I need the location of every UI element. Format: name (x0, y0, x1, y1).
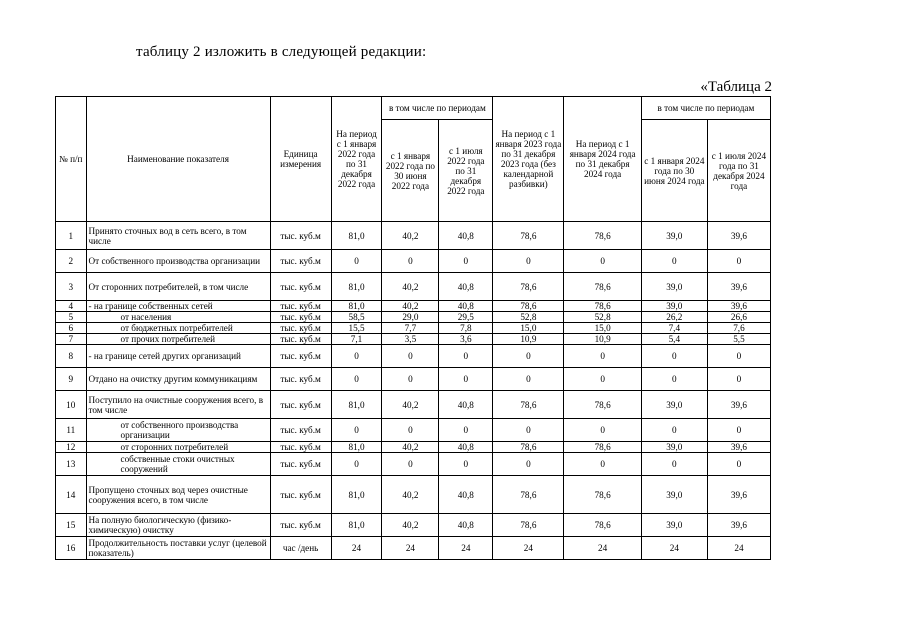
value-h1-2024: 0 (641, 453, 707, 476)
row-unit: тыс. куб.м (270, 453, 331, 476)
header-h1-2022: с 1 января 2022 года по 30 июня 2022 года (382, 120, 439, 222)
row-name: от прочих потребителей (86, 334, 270, 345)
value-h1-2022: 40,2 (382, 222, 439, 250)
value-2022: 81,0 (331, 476, 382, 514)
value-2022: 81,0 (331, 514, 382, 537)
value-2022: 7,1 (331, 334, 382, 345)
value-2024: 0 (564, 368, 641, 391)
table-row (56, 312, 771, 323)
value-h1-2024: 39,0 (641, 391, 707, 419)
value-h2-2024: 39,6 (707, 514, 770, 537)
header-incl-2022: в том числе по периодам (382, 97, 493, 120)
header-period-2022: На период с 1 января 2022 года по 31 декабря 2022 года (331, 97, 382, 222)
header-name: Наименование показателя (86, 97, 270, 222)
row-unit: тыс. куб.м (270, 301, 331, 312)
value-h1-2022: 29,0 (382, 312, 439, 323)
value-h1-2022: 40,2 (382, 476, 439, 514)
table-row (56, 345, 771, 368)
value-2023: 15,0 (493, 323, 564, 334)
value-h2-2024: 0 (707, 453, 770, 476)
value-2023: 78,6 (493, 442, 564, 453)
value-2024: 0 (564, 345, 641, 368)
table-row (56, 273, 771, 301)
value-2024: 15,0 (564, 323, 641, 334)
value-2023: 78,6 (493, 476, 564, 514)
header-period-2023: На период с 1 января 2023 года по 31 декабря 2023 года (без календарной разбивки) (493, 97, 564, 222)
header-h1-2024: с 1 января 2024 года по 30 июня 2024 года (641, 120, 707, 222)
value-h2-2024: 39,6 (707, 476, 770, 514)
row-unit: тыс. куб.м (270, 273, 331, 301)
value-h2-2022: 24 (439, 537, 493, 560)
value-2023: 0 (493, 345, 564, 368)
value-h1-2024: 7,4 (641, 323, 707, 334)
value-2022: 0 (331, 345, 382, 368)
value-h1-2022: 40,2 (382, 273, 439, 301)
value-2022: 0 (331, 419, 382, 442)
value-h2-2022: 40,8 (439, 222, 493, 250)
value-h2-2022: 0 (439, 250, 493, 273)
value-2024: 78,6 (564, 301, 641, 312)
row-unit: тыс. куб.м (270, 442, 331, 453)
value-h2-2024: 39,6 (707, 273, 770, 301)
row-unit: тыс. куб.м (270, 334, 331, 345)
value-h1-2022: 40,2 (382, 442, 439, 453)
row-name: - на границе собственных сетей (86, 301, 270, 312)
value-2023: 78,6 (493, 273, 564, 301)
value-h2-2022: 7,8 (439, 323, 493, 334)
row-unit: тыс. куб.м (270, 419, 331, 442)
row-name: собственные стоки очистных сооружений (86, 453, 270, 476)
header-unit: Единица измерения (270, 97, 331, 222)
value-h1-2024: 39,0 (641, 514, 707, 537)
value-h2-2024: 39,6 (707, 222, 770, 250)
table-row (56, 442, 771, 453)
row-number: 1 (56, 222, 87, 250)
row-name: На полную биологическую (физико-химическую) очистку (86, 514, 270, 537)
table-row (56, 250, 771, 273)
value-2024: 78,6 (564, 442, 641, 453)
value-2024: 78,6 (564, 476, 641, 514)
value-h1-2024: 0 (641, 345, 707, 368)
value-2022: 15,5 (331, 323, 382, 334)
row-unit: тыс. куб.м (270, 222, 331, 250)
value-2024: 0 (564, 453, 641, 476)
value-h1-2022: 0 (382, 419, 439, 442)
row-number: 8 (56, 345, 87, 368)
value-h2-2024: 0 (707, 250, 770, 273)
row-unit: тыс. куб.м (270, 323, 331, 334)
header-num: № п/п (56, 97, 87, 222)
row-number: 4 (56, 301, 87, 312)
value-h2-2022: 40,8 (439, 442, 493, 453)
value-2023: 78,6 (493, 514, 564, 537)
row-name: От собственного производства организации (86, 250, 270, 273)
value-h2-2022: 40,8 (439, 273, 493, 301)
value-2022: 58,5 (331, 312, 382, 323)
header-incl-2024: в том числе по периодам (641, 97, 770, 120)
value-2023: 0 (493, 453, 564, 476)
value-h2-2022: 0 (439, 419, 493, 442)
value-2022: 81,0 (331, 301, 382, 312)
table-row (56, 537, 771, 560)
value-2024: 10,9 (564, 334, 641, 345)
value-2024: 52,8 (564, 312, 641, 323)
value-h2-2022: 40,8 (439, 476, 493, 514)
value-h2-2024: 5,5 (707, 334, 770, 345)
header-period-2024: На период с 1 января 2024 года по 31 декабря 2024 года (564, 97, 641, 222)
row-name: Продолжительность поставки услуг (целевой показатель) (86, 537, 270, 560)
value-2022: 81,0 (331, 391, 382, 419)
value-h1-2024: 26,2 (641, 312, 707, 323)
row-unit: тыс. куб.м (270, 345, 331, 368)
value-h2-2024: 24 (707, 537, 770, 560)
row-name: от бюджетных потребителей (86, 323, 270, 334)
value-h2-2024: 7,6 (707, 323, 770, 334)
value-2024: 0 (564, 419, 641, 442)
header-row-1 (56, 97, 771, 120)
value-2024: 78,6 (564, 222, 641, 250)
value-2023: 0 (493, 368, 564, 391)
row-name: Принято сточных вод в сеть всего, в том числе (86, 222, 270, 250)
value-2023: 78,6 (493, 301, 564, 312)
value-h2-2022: 29,5 (439, 312, 493, 323)
row-number: 5 (56, 312, 87, 323)
value-h1-2022: 7,7 (382, 323, 439, 334)
value-h1-2024: 39,0 (641, 222, 707, 250)
row-number: 12 (56, 442, 87, 453)
value-2023: 78,6 (493, 391, 564, 419)
value-h2-2022: 40,8 (439, 391, 493, 419)
value-h1-2024: 24 (641, 537, 707, 560)
row-name: Отдано на очистку другим коммуникациям (86, 368, 270, 391)
row-number: 6 (56, 323, 87, 334)
value-h1-2022: 0 (382, 453, 439, 476)
value-2023: 52,8 (493, 312, 564, 323)
row-name: - на границе сетей других организаций (86, 345, 270, 368)
table-row (56, 419, 771, 442)
value-h2-2022: 40,8 (439, 301, 493, 312)
value-h2-2024: 39,6 (707, 442, 770, 453)
row-unit: тыс. куб.м (270, 250, 331, 273)
row-number: 16 (56, 537, 87, 560)
row-unit: час /день (270, 537, 331, 560)
value-h1-2024: 39,0 (641, 273, 707, 301)
row-unit: тыс. куб.м (270, 514, 331, 537)
value-2023: 10,9 (493, 334, 564, 345)
row-name: от сторонних потребителей (86, 442, 270, 453)
value-h1-2022: 0 (382, 345, 439, 368)
row-number: 13 (56, 453, 87, 476)
value-h2-2024: 39,6 (707, 301, 770, 312)
value-h1-2024: 0 (641, 419, 707, 442)
table-row (56, 453, 771, 476)
value-h2-2022: 3,6 (439, 334, 493, 345)
value-h1-2024: 0 (641, 250, 707, 273)
value-h1-2024: 39,0 (641, 442, 707, 453)
value-h1-2022: 40,2 (382, 514, 439, 537)
table-caption: «Таблица 2 (700, 79, 772, 95)
value-2024: 78,6 (564, 514, 641, 537)
row-unit: тыс. куб.м (270, 476, 331, 514)
value-h1-2022: 0 (382, 368, 439, 391)
value-h2-2022: 0 (439, 345, 493, 368)
table-row (56, 391, 771, 419)
value-h1-2022: 40,2 (382, 301, 439, 312)
row-number: 15 (56, 514, 87, 537)
value-h1-2024: 39,0 (641, 476, 707, 514)
row-name: Пропущено сточных вод через очистные сооружения всего, в том числе (86, 476, 270, 514)
value-h2-2024: 0 (707, 419, 770, 442)
value-2023: 78,6 (493, 222, 564, 250)
row-unit: тыс. куб.м (270, 391, 331, 419)
value-2022: 0 (331, 368, 382, 391)
value-h2-2024: 0 (707, 345, 770, 368)
value-2022: 24 (331, 537, 382, 560)
value-h1-2022: 40,2 (382, 391, 439, 419)
row-number: 3 (56, 273, 87, 301)
value-2022: 0 (331, 250, 382, 273)
row-name: от собственного производства организации (86, 419, 270, 442)
row-name: Поступило на очистные сооружения всего, в том числе (86, 391, 270, 419)
table-row (56, 368, 771, 391)
value-h1-2022: 3,5 (382, 334, 439, 345)
value-2024: 0 (564, 250, 641, 273)
value-2023: 0 (493, 250, 564, 273)
value-h2-2024: 0 (707, 368, 770, 391)
value-h2-2024: 26,6 (707, 312, 770, 323)
value-2023: 0 (493, 419, 564, 442)
indicators-table (55, 96, 771, 560)
table-row (56, 514, 771, 537)
table-row (56, 222, 771, 250)
table-row (56, 334, 771, 345)
row-number: 7 (56, 334, 87, 345)
value-2023: 24 (493, 537, 564, 560)
value-h1-2024: 0 (641, 368, 707, 391)
value-h1-2024: 5,4 (641, 334, 707, 345)
value-2024: 78,6 (564, 391, 641, 419)
value-2022: 0 (331, 453, 382, 476)
row-number: 14 (56, 476, 87, 514)
value-2022: 81,0 (331, 273, 382, 301)
row-number: 9 (56, 368, 87, 391)
value-h2-2022: 40,8 (439, 514, 493, 537)
value-h2-2022: 0 (439, 453, 493, 476)
table-row (56, 476, 771, 514)
value-h2-2022: 0 (439, 368, 493, 391)
value-2024: 24 (564, 537, 641, 560)
value-2022: 81,0 (331, 222, 382, 250)
value-h1-2022: 24 (382, 537, 439, 560)
table-row (56, 301, 771, 312)
value-h1-2022: 0 (382, 250, 439, 273)
intro-text: таблицу 2 изложить в следующей редакции: (136, 44, 427, 60)
row-name: От сторонних потребителей, в том числе (86, 273, 270, 301)
row-unit: тыс. куб.м (270, 368, 331, 391)
row-number: 10 (56, 391, 87, 419)
row-name: от населения (86, 312, 270, 323)
header-h2-2024: с 1 июля 2024 года по 31 декабря 2024 года (707, 120, 770, 222)
value-2024: 78,6 (564, 273, 641, 301)
table-row (56, 323, 771, 334)
value-2022: 81,0 (331, 442, 382, 453)
row-number: 2 (56, 250, 87, 273)
header-h2-2022: с 1 июля 2022 года по 31 декабря 2022 года (439, 120, 493, 222)
row-unit: тыс. куб.м (270, 312, 331, 323)
row-number: 11 (56, 419, 87, 442)
value-h2-2024: 39,6 (707, 391, 770, 419)
value-h1-2024: 39,0 (641, 301, 707, 312)
